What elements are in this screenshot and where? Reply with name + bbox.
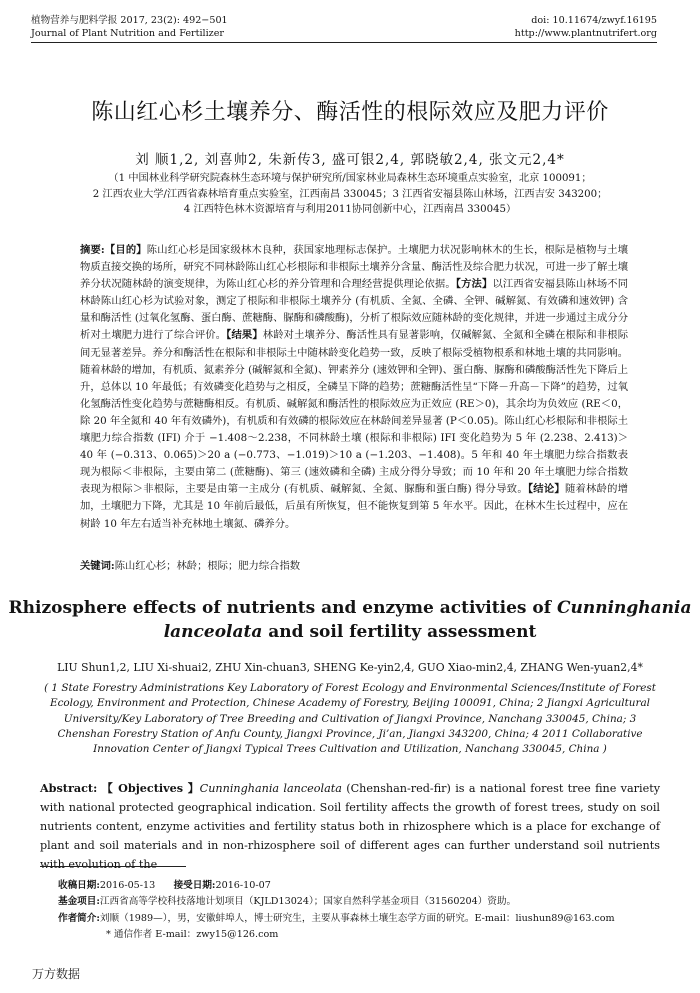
conclusion-label: 【结论】 (527, 483, 565, 496)
authors-cn: 刘 顺1,2, 刘喜帅2, 朱新传3, 盛可银2,4, 郭晓敏2,4, 张文元2,4* (135, 152, 565, 168)
fund-line: 基金项目:江西省高等学校科技落地计划项目（KJLD13024）；国家自然科学基金项目（31560204）资助。 (58, 896, 517, 908)
abstract-en (40, 779, 660, 875)
journal-name-en: Journal of Plant Nutrition and Fertilizer (31, 28, 224, 39)
journal-url[interactable]: http://www.plantnutrifert.org (514, 28, 657, 39)
watermark: 万方数据 (32, 967, 81, 981)
conclusion-text: 随着林龄的增加，土壤肥力下降，尤其是 10 年前后最低，后虽有所恢复，但不能恢复到第 5 年水平。因此，在林木生长过程中，应在树龄 10 年左右适当补充林地土壤氮、磷养分。 (80, 483, 628, 530)
abstract-label: 摘要: (80, 244, 105, 256)
title-cn: 陈山红心杉土壤养分、酶活性的根际效应及肥力评价 (91, 100, 609, 125)
header-rule (31, 42, 657, 43)
abstract-text-en: (Chenshan-red-fir) is a national forest tree fine variety with national protected geographical indication. Soil fertility affects the growth of forest trees, study on soil nutrients content, enzyme activities and fertility status both in rhizosphere which is a place for exchange of plant and soil materials and in non-rhizosphere soil of different ages can further understand soil nutrients with evolution of the (40, 782, 661, 871)
species-name: Cunninghania lanceolata (199, 782, 342, 795)
method-label: 【方法】 (455, 278, 493, 291)
method-text: 以江西省安福县陈山林场不同林龄陈山红心杉为试验对象，测定了根际和非根际土壤养分 (有机质、全氮、全磷、全钾、碱解氮、有效磷和速效钾) 含量和酶活性 (过氧化氢酶、蛋白酶、蔗糖酶、脲酶和磷酸酶)，分析了根际效应随林龄的变化规律，并进一步通过主成分分析对土壤肥力进行了综合评价。 (80, 278, 629, 342)
affiliations-cn (50, 171, 650, 218)
footnote-rule (40, 866, 186, 867)
result-label: 【结果】 (226, 329, 263, 342)
footnotes (58, 878, 658, 944)
abstract-cn (80, 242, 628, 533)
affiliation-line: 4 江西特色林木资源培育与利用2011协同创新中心，江西南昌 330045） (183, 204, 517, 216)
objective-text: 陈山红心杉是国家级林木良种，获国家地理标志保护。土壤肥力状况影响林木的生长，根际是植物与土壤物质直接交换的场所，研究不同林龄陈山红心杉根际和非根际土壤养分含量、酶活性及综合肥力状况，可进一步了解土壤养分状况随林龄的演变规律，为陈山红心杉的养分管理和合理经营提供理论依据。 (80, 244, 628, 291)
objective-label-en: 【 Objectives 】 (101, 781, 200, 795)
abstract-label-en: Abstract: (40, 781, 98, 795)
keywords-cn (80, 558, 628, 574)
accepted-date: 2016-10-07 (215, 880, 271, 891)
keywords-label: 关键词: (80, 560, 115, 572)
result-text: 林龄对土壤养分、酶活性具有显著影响，仅碱解氮、全氮和全磷在根际和非根际间无显著差异。养分和酶活性在根际和非根际土中随林龄变化趋势一致，反映了根际受植物根系和林地土壤的共同影响。随着林龄的增加，有机质、氮素养分 (碱解氮和全氮)、钾素养分 (速效钾和全钾)、蛋白酶、脲酶和磷酸酶活性先下降后上升，总体以 10 年最低；有效磷变化趋势与之相反，全磷呈下降的趋势；蔗糖酶活性呈“下降－升高－下降”的趋势，过氧化氢酶活性变化趋势与蔗糖酶相反。有机质、碱解氮和酶活性的根际效应为正效应 (RE＞0)，其余均为负效应 (RE＜0，除 20 年全氮和 40 年有效磷外)，有机质和有效磷的根际效应在林龄间差异显著 (P＜0.05)。陈山红心杉根际和非根际土壤肥力综合指数 (IFI) 介于 −1.408～2.238，不同林龄土壤 (根际和非根际) IFI 变化趋势为 5 年 (2.238、2.413)＞40 年 (−0.313、0.065)＞20 a (−0.773、−1.019)＞10 a (−1.203、−1.408)。5 年和 40 年土壤肥力综合指数表现为根际＜非根际，主要由第二 (蔗糖酶)、第三 (速效磷和全磷) 主成分得分导致；而 10 年和 20 年土壤肥力综合指数表现为根际＞非根际，主要是由第一主成分 (有机质、碱解氮、全氮、脲酶和蛋白酶) 得分导致。 (80, 329, 628, 496)
received-date: 2016-05-13 (99, 880, 156, 891)
authors-en: LIU Shun1,2, LIU Xi-shuai2, ZHU Xin-chuan3, SHENG Ke-yin2,4, GUO Xiao-min2,4, ZHANG Wen-yuan2,4* (57, 661, 643, 674)
keywords-text: 陈山红心杉；林龄；根际；肥力综合指数 (114, 560, 301, 572)
journal-name-cn: 植物营养与肥料学报 2017, 23(2): 492−501 (31, 15, 228, 26)
species-name: Cunninghania lanceolata (163, 598, 692, 642)
affiliations-en: ( 1 State Forestry Administrations Key Laboratory of Forest Ecology and Environmental Sciences/Institute of Forest Ecology, Environment and Protection, Chinese Academy of Forestry, Beijing 100091, China; 2 Jiangxi Agricultural University/Key Laboratory of Tree Breeding and Cultivation of Jiangxi Province, Nanchang 330045, China; 3 Chenshan Forestry Station of Anfu County, Jiangxi Province, Ji’an, Jiangxi 343200, China; 4 2011 Collaborative Innovation Center of Jiangxi Typical Trees Cultivation and Utilization, Nanchang 330045, China ) (44, 682, 656, 756)
title-en: Rhizosphere effects of nutrients and enzyme activities of Cunninghania lanceolata and soil fertility assessment (8, 598, 692, 642)
author-bio-line: 作者简介:刘顺（1989—），男，安徽蚌埠人，博士研究生，主要从事森林土壤生态学方面的研究。E-mail：liushun89@163.com (58, 912, 615, 924)
affiliation-line: （1 中国林业科学研究院森林生态环境与保护研究所/国家林业局森林生态环境重点实验室，北京 100091； (108, 173, 592, 184)
objective-label: 【目的】 (104, 244, 147, 256)
doi[interactable]: doi: 10.11674/zwyf.16195 (531, 15, 657, 26)
running-header-right (515, 14, 657, 40)
affiliation-line: 2 江西农业大学/江西省森林培育重点实验室，江西南昌 330045；3 江西省安福县陈山林场，江西吉安 343200； (92, 188, 608, 200)
corresponding-author-line: * 通信作者 E-mail：zwy15@126.com (106, 929, 279, 941)
dates-line: 收稿日期:2016-05-13 接受日期:2016-10-07 (58, 880, 271, 891)
running-header-left (31, 14, 228, 40)
